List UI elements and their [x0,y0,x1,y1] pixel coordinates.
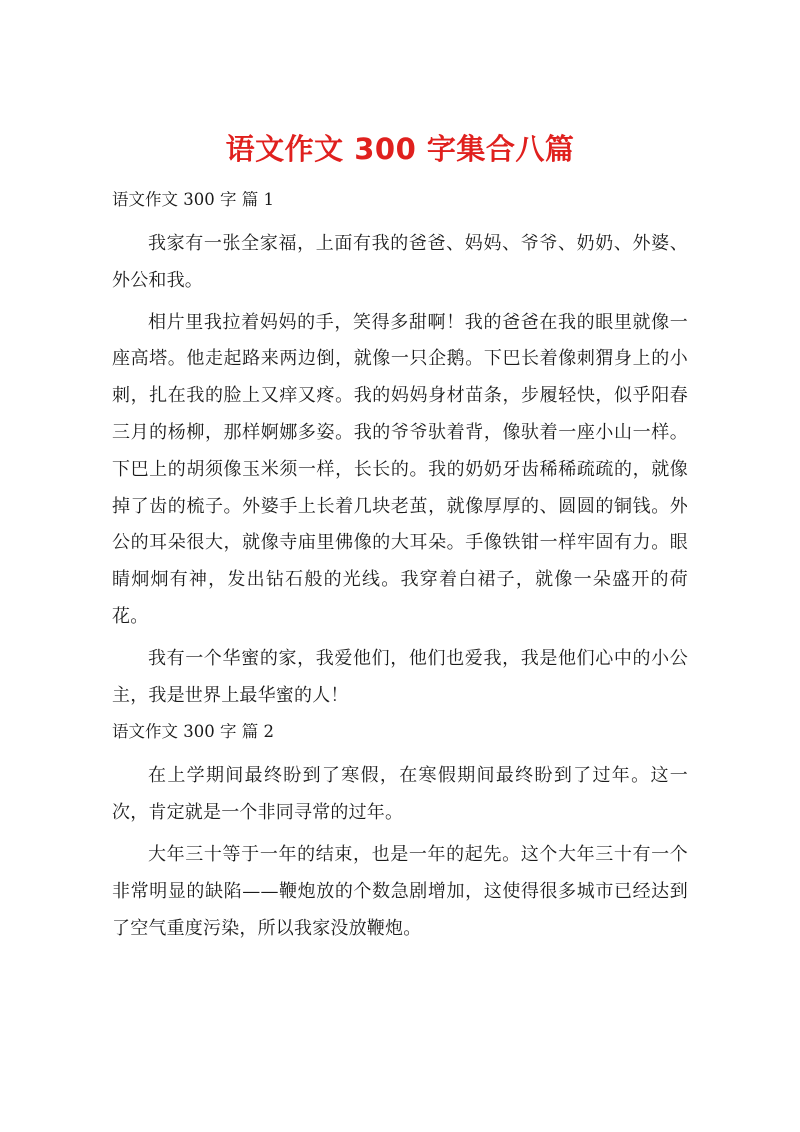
section-heading: 语文作文 300 字 篇 2 [112,722,274,742]
document-body [112,182,688,947]
paragraph: 相片里我拉着妈妈的手，笑得多甜啊！我的爸爸在我的眼里就像一座高塔。他走起路来两边倒，就像一只企鹅。下巴长着像刺猬身上的小刺，扎在我的脸上又痒又疼。我的妈妈身材苗条，步履轻快，似乎阳春三月的杨柳，那样婀娜多姿。我的爷爷驮着背，像驮着一座小山一样。下巴上的胡须像玉米须一样，长长的。我的奶奶牙齿稀稀疏疏的，就像掉了齿的梳子。外婆手上长着几块老茧，就像厚厚的、圆圆的铜钱。外公的耳朵很大，就像寺庙里佛像的大耳朵。手像铁钳一样牢固有力。眼睛炯炯有神，发出钻石般的光线。我穿着白裙子，就像一朵盛开的荷花。 [112,311,688,627]
section-1 [112,182,688,714]
paragraph: 大年三十等于一年的结束，也是一年的起先。这个大年三十有一个非常明显的缺陷——鞭炮放的个数急剧增加，这使得很多城市已经达到了空气重度污染，所以我家没放鞭炮。 [112,843,688,939]
paragraph: 我家有一张全家福，上面有我的爸爸、妈妈、爷爷、奶奶、外婆、外公和我。 [112,233,688,291]
section-2 [112,714,688,947]
paragraph: 我有一个华蜜的家，我爱他们，他们也爱我，我是他们心中的小公主，我是世界上最华蜜的人！ [112,647,688,706]
paragraph: 在上学期间最终盼到了寒假，在寒假期间最终盼到了过年。这一次，肯定就是一个非同寻常的过年。 [112,765,688,824]
document-title: 语文作文 300 字集合八篇 [225,132,575,167]
section-heading: 语文作文 300 字 篇 1 [112,190,274,209]
